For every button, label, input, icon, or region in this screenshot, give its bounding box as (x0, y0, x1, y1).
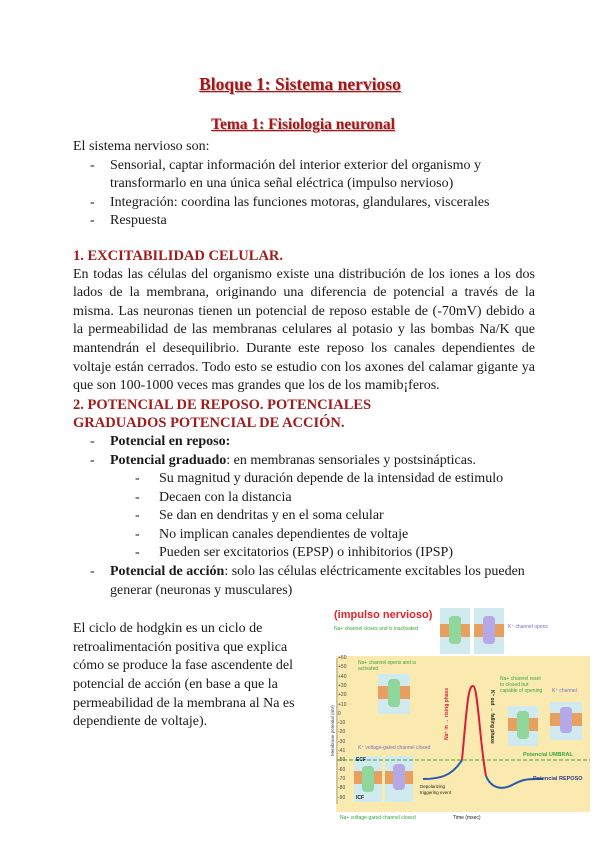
sub-item-text: No implican canales dependientes de voltaje (159, 526, 409, 542)
channel-box (508, 706, 538, 746)
sub-item-text: Decaen con la distancia (159, 489, 292, 505)
definition: : en membranas sensoriales y postsinápticas. (226, 452, 476, 468)
label-umbral: Potencial UMBRAL (523, 752, 573, 758)
y-tick-label: -30 (338, 738, 346, 745)
intro-section (73, 138, 535, 231)
label-na-closed: Na+ voltage-gated channel closed (340, 815, 416, 821)
y-tick-label: -10 (338, 720, 346, 727)
action-potential-figure (328, 606, 592, 842)
label-na-reset: Na+ channel reset to closed but capable of opening (500, 676, 543, 694)
sub-list-item: - Decaen con la distancia (135, 489, 292, 505)
list-item-text: Integración: coordina las funciones motoras, glandulares, viscerales (110, 194, 490, 210)
label-rising: Na⁺ in → rising phase (444, 687, 450, 740)
list-item: - Potencial en reposo: (90, 433, 231, 449)
hodgkin-paragraph: El ciclo de hodgkin es un ciclo de retroalimentación positiva que explica cómo se produce la fase ascendente del potencial de acción (en base a que la permeabilidad de la membrana al Na es dependiente de voltaje). (73, 621, 295, 730)
term: Potencial de acción (110, 564, 225, 580)
label-ecf: ECF (356, 757, 366, 763)
label-k-channel: K⁺ channel (552, 688, 577, 694)
section-1-body: En todas las células del organismo existe una distribución de los iones a los dos lados de la membrana, originando una diferencia de potencial a través de la misma. Las neuronas tienen un potencial de reposo estable de (-70mV) debido a la permeabilidad de las membranas celulares al potasio y las bombas Na/K que mantendrán el desequilibrio. Durante este reposo los canales dependientes de voltaje están cerrados. Todo esto se estudio con los axones del calamar gigante ya que son 100-1000 veces mas grandes que los de los mamib¡feros. (73, 266, 535, 394)
term: Potencial en reposo: (110, 433, 231, 449)
y-tick-label: -20 (338, 729, 346, 736)
section-2 (73, 396, 535, 601)
list-item: - Potencial graduado: en membranas sensoriales y postsinápticas. (90, 452, 476, 468)
sub-list-item: - Se dan en dendritas y en el soma celular (135, 508, 384, 524)
label-icf: ICF (356, 795, 365, 801)
y-tick-label: -50 (338, 757, 346, 764)
intro-text: El sistema nervioso son: (73, 139, 210, 154)
section-1 (73, 247, 535, 396)
label-k-closed: K⁺ voltage-gated channel closed (358, 745, 431, 751)
y-tick-label: -90 (338, 794, 346, 801)
figure-graphics (328, 606, 592, 842)
channel-box (440, 608, 470, 654)
sub-list-item: - Pueden ser excitatorios (EPSP) o inhibitorios (IPSP) (135, 545, 453, 561)
y-tick-label: -80 (338, 785, 346, 792)
y-tick-label: +40 (338, 673, 347, 680)
section-1-heading: 1. EXCITABILIDAD CELULAR. (73, 247, 284, 264)
y-axis-label: Membrane potential (mV) (330, 705, 335, 756)
label-falling: K⁺ out → falling phase (489, 690, 495, 744)
label-k-opens: K⁺ channel opens (508, 624, 548, 630)
y-tick-label: +20 (338, 692, 347, 699)
label-depolarizing: Depolarizing triggering event (420, 784, 452, 795)
sub-list-item: - Su magnitud y duración depende de la intensidad de estimulo (135, 471, 504, 487)
x-axis-label: Time (msec) (453, 815, 481, 821)
y-tick-label: +60 (338, 655, 347, 661)
y-tick-label: +30 (338, 682, 347, 689)
section-2-heading: 2. POTENCIAL DE REPOSO. POTENCIALES GRADUADOS POTENCIAL DE ACCIÓN. (73, 396, 372, 432)
sub-item-text: Pueden ser excitatorios (EPSP) o inhibitorios (IPSP) (159, 545, 453, 561)
term: Potencial graduado (110, 452, 227, 468)
channel-box (385, 756, 413, 802)
label-reposo: Potencial REPOSO (533, 776, 583, 782)
label-na-closes: Na+ channel closes and is inactivated (334, 626, 418, 632)
y-tick-label: -41 (338, 748, 346, 754)
y-tick-label: -60 (338, 766, 346, 773)
list-item: - Sensorial, captar información del interior exterior del organismo y transformarlo en una única señal eléctrica (impulso nervioso) (90, 157, 482, 192)
sub-item-text: Su magnitud y duración depende de la intensidad de estimulo (159, 471, 504, 487)
sub-item-text: Se dan en dendritas y en el soma celular (159, 508, 384, 524)
list-item-text: Respuesta (110, 213, 167, 229)
label-na-opens: Na+ channel opens and is activated (358, 660, 416, 672)
list-item-text: Sensorial, captar información del interior exterior del organismo y transformarlo en una única señal eléctrica (impulso nervioso) (110, 157, 482, 192)
channel-box (378, 674, 410, 714)
list-item: - Integración: coordina las funciones motoras, glandulares, viscerales (90, 194, 490, 210)
sub-list-item: - No implican canales dependientes de voltaje (135, 526, 409, 542)
channel-box (474, 608, 504, 654)
y-tick-label: 0 (338, 710, 341, 717)
y-tick-label: +50 (338, 664, 347, 671)
list-item: - Potencial de acción: solo las células eléctricamente excitables los pueden generar (neuronas y musculares) (90, 564, 525, 598)
page-subtitle: Tema 1: Fisiologia neuronal (211, 116, 395, 133)
channel-box (550, 702, 582, 740)
y-tick-label: -70 (338, 775, 346, 782)
y-tick-label: +10 (338, 701, 347, 708)
definition: : solo las células eléctricamente excitables los pueden generar (neuronas y musculares) (110, 564, 525, 598)
list-item: - Respuesta (90, 213, 167, 229)
page-title: Bloque 1: Sistema nervioso (199, 74, 401, 94)
figure-title: (impulso nervioso) (334, 609, 433, 621)
